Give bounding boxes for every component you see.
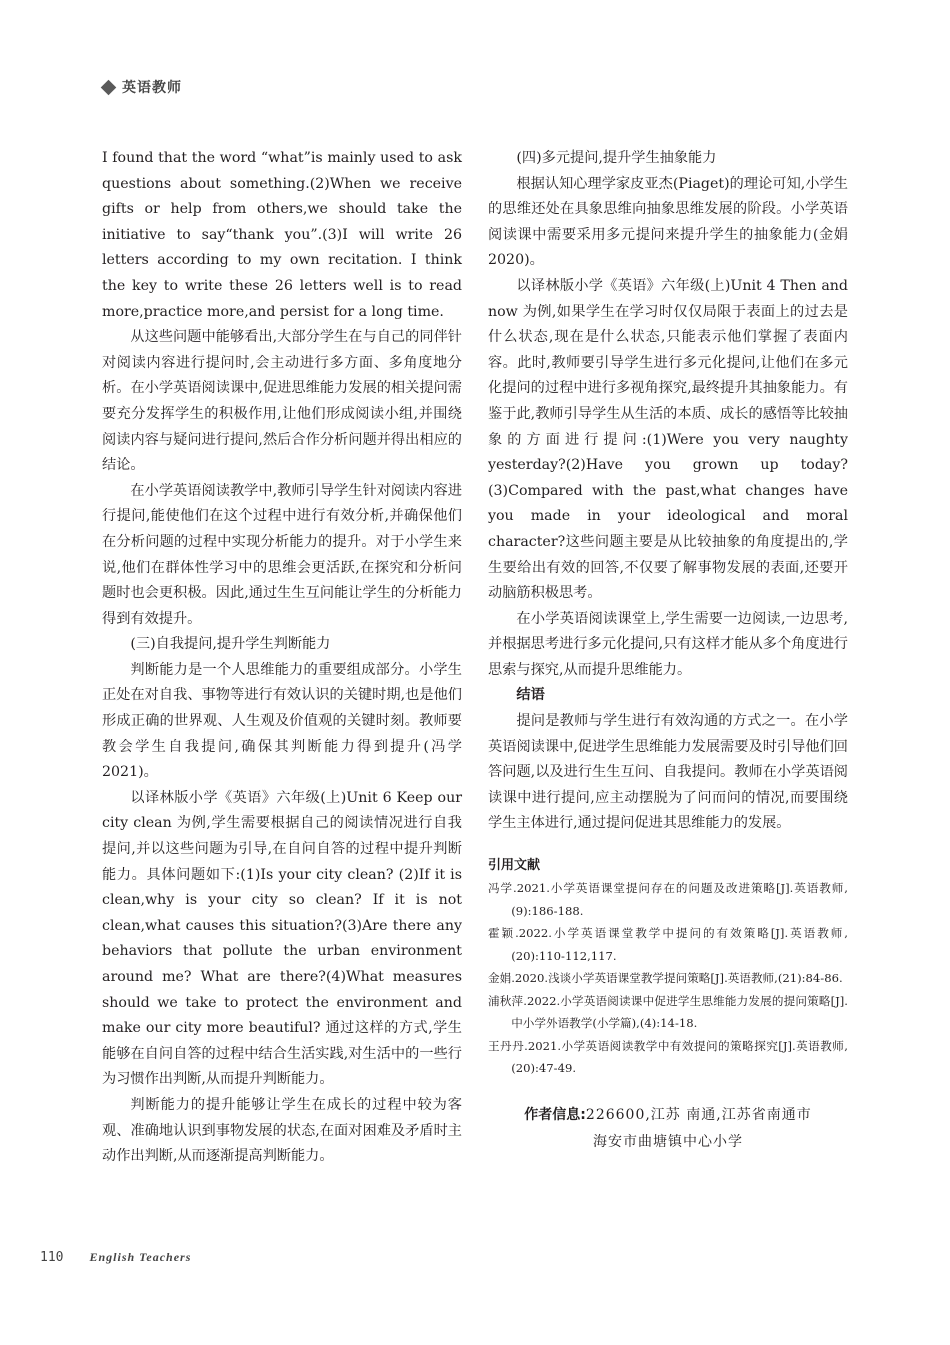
paragraph: I found that the word “what”is mainly used to ask questions about something.(2)When we receive gifts or help from others,we should take the initiative to say“thank you”.(3)I will write 26 letters according to my own recitation. I think the key to write these 26 letters well is to read more,practice more,and persist for a long time. (102, 150, 462, 320)
conclusion-heading: 结语 (516, 687, 545, 704)
left-column (102, 146, 462, 1170)
reference-item: 金娟.2020.浅谈小学英语课堂教学提问策略[J].英语教师,(21):84-86. (488, 971, 843, 986)
page-footer (40, 1250, 191, 1265)
page-number: 110 (40, 1250, 64, 1265)
paragraph: 在小学英语阅读课堂上,学生需要一边阅读,一边思考,并根据思考进行多元化提问,只有这样才能从多个角度进行思索与探究,从而提升思维能力。 (488, 610, 848, 678)
diamond-icon (101, 79, 117, 95)
paragraph: 从这些问题中能够看出,大部分学生在与自己的同伴针对阅读内容进行提问时,会主动进行多方面、多角度地分析。在小学英语阅读课中,促进思维能力发展的相关提问需要充分发挥学生的积极作用,让他们形成阅读小组,并围绕阅读内容与疑问进行提问,然后合作分析问题并得出相应的结论。 (102, 329, 462, 474)
paragraph: 判断能力的提升能够让学生在成长的过程中较为客观、准确地认识到事物发展的状态,在面对困难及矛盾时主动作出判断,从而逐渐提高判断能力。 (102, 1096, 462, 1165)
paragraph: 以译林版小学《英语》六年级(上)Unit 4 Then and now 为例,如果学生在学习时仅仅局限于表面上的过去是什么状态,现在是什么状态,只能表示他们掌握了表面内容。此时,教师要引导学生进行多元化提问,让他们在多元化提问的过程中进行多视角探究,最终提升其抽象能力。有鉴于此,教师引导学生从生活的本质、成长的感悟等比较抽象的方面进行提问:(1)Were you very naughty yesterday?(2)Have you grown up today?(3)Compared with the past,what changes have you made in your ideological and moral character?这些问题主要是从比较抽象的角度提出的,学生要给出有效的回答,不仅要了解事物发展的表面,还要开动脑筋积极思考。 (488, 277, 848, 602)
right-column (488, 146, 848, 1156)
section-heading: (三)自我提问,提升学生判断能力 (130, 636, 331, 653)
reference-item: 王丹丹.2021.小学英语阅读教学中有效提问的策略探究[J].英语教师,(20):47-49. (488, 1038, 848, 1076)
reference-item: 冯学.2021.小学英语课堂提问存在的问题及改进策略[J].英语教师,(9):186-188. (488, 881, 848, 918)
reference-item: 浦秋萍.2022.小学英语阅读课中促进学生思维能力发展的提问策略[J].中小学外语教学(小学篇),(4):14-18. (488, 993, 848, 1031)
paragraph: 提问是教师与学生进行有效沟通的方式之一。在小学英语阅读课中,促进学生思维能力发展需要及时引导他们回答问题,以及进行生生互问、自我提问。教师在小学英语阅读课中进行提问,应主动摆脱为了问而问的情况,而要围绕学生主体进行,通过提问促进其思维能力的发展。 (488, 713, 848, 832)
paragraph: 在小学英语阅读教学中,教师引导学生针对阅读内容进行提问,能使他们在这个过程中进行有效分析,并确保他们在分析问题的过程中实现分析能力的提升。对于小学生来说,他们在群体性学习中的思维会更活跃,在探究和分析问题时也会更积极。因此,通过生生互问能让学生的分析能力得到有效提升。 (102, 482, 462, 627)
paragraph: 以译林版小学《英语》六年级(上)Unit 6 Keep our city clean 为例,学生需要根据自己的阅读情况进行自我提问,并以这些问题为引导,在自问自答的过程中提升判断能力。具体问题如下:(1)Is your city clean? (2)If it is clean,why is your city so clean? If it is not clean,what causes this situation?(3)Are there any behaviors that pollute the urban environment around me? What are there?(4)What measures should we take to protect the environment and make our city more beautiful? 通过这样的方式,学生能够在自问自答的过程中结合生活实践,对生活中的一些行为习惯作出判断,从而提升判断能力。 (102, 789, 462, 1088)
author-info-label: 作者信息: (524, 1106, 586, 1123)
section-heading: (四)多元提问,提升学生抽象能力 (516, 150, 717, 166)
running-header (103, 76, 182, 98)
author-info (488, 1102, 848, 1156)
author-address-line2: 海安市曲塘镇中心小学 (593, 1133, 743, 1150)
journal-name-cn: 英语教师 (122, 80, 182, 96)
paragraph: 根据认知心理学家皮亚杰(Piaget)的理论可知,小学生的思维还处在具象思维向抽象思维发展的阶段。小学英语阅读课中需要采用多元提问来提升学生的抽象能力(金娟 2020)。 (488, 175, 848, 269)
author-address-line1: 226600,江苏 南通,江苏省南通市 (585, 1106, 812, 1123)
paragraph: 判断能力是一个人思维能力的重要组成部分。小学生正处在对自我、事物等进行有效认识的关键时期,也是他们形成正确的世界观、人生观及价值观的关键时刻。教师要教会学生自我提问,确保其判断能力得到提升(冯学 2021)。 (102, 661, 462, 781)
journal-name-en: English Teachers (89, 1250, 192, 1264)
reference-item: 霍颖.2022.小学英语课堂教学中提问的有效策略[J].英语教师,(20):110-112,117. (488, 926, 848, 963)
references-heading: 引用文献 (488, 858, 541, 874)
